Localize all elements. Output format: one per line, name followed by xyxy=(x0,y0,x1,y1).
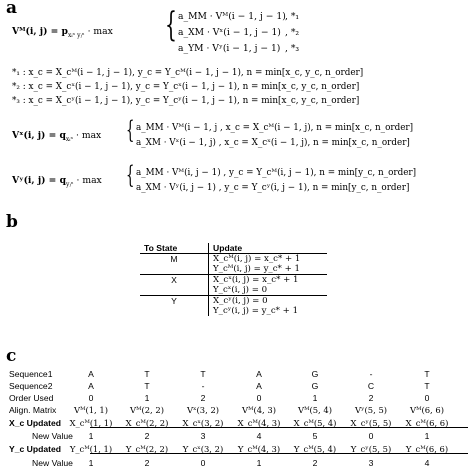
header-update: Update xyxy=(209,243,328,254)
vm-case-2: a_XM · Vˣ(i − 1, j − 1) xyxy=(178,27,281,38)
star-def-1: *₁ : x_c = X_cᴹ(i − 1, j − 1), y_c = Y_cᴹ(i − 1, j − 1), n = min[x_c, y_c, n_order] xyxy=(12,68,364,78)
yc-updated-cell: Y_cˣ(3, 2) xyxy=(182,444,224,454)
update-cell: X_cˣ(i, j) = x_c* + 1 xyxy=(209,275,328,286)
row-label-yc-new-value: New Value xyxy=(32,458,73,468)
seq2-cell: A xyxy=(88,381,94,391)
row-label-align-matrix: Align. Matrix xyxy=(9,405,57,415)
vm-lhs: Vᴹ(i, $j) = p_{xᵢ^n yⱼ^n} \cdot \max$ xyxy=(12,26,113,39)
update-cell: X_cʸ(i, j) = 0 xyxy=(209,296,328,307)
yc-new-value-cell: 3 xyxy=(368,458,374,468)
xc-updated-cell: X_cᴹ(5, 4) xyxy=(293,418,337,428)
state-cell: Y xyxy=(171,296,177,306)
order-cell: 2 xyxy=(200,393,206,403)
xc-updated-cell: X_cᴹ(4, 3) xyxy=(237,418,281,428)
align-matrix-cell: Vʸ(5, 5) xyxy=(354,405,388,415)
yc-new-value-cell: 4 xyxy=(424,458,430,468)
seq2-cell: C xyxy=(367,381,375,391)
order-cell: 1 xyxy=(312,393,318,403)
vm-brace: { xyxy=(165,5,177,45)
vy-case-1: a_MM · Vᴹ(i, j − 1) , y_c = Y_cᴹ(i, j − 1), n = min[y_c, n_order] xyxy=(136,168,417,178)
xc-new-value-cell: 4 xyxy=(256,431,262,441)
seq2-cell: A xyxy=(256,381,262,391)
yc-updated-cell: Y_cᴹ(2, 2) xyxy=(125,444,169,454)
seq2-cell: T xyxy=(144,381,150,391)
order-cell: 1 xyxy=(144,393,150,403)
seq1-cell: A xyxy=(88,369,94,379)
update-cell: Y_cᴹ(i, j) = y_c* + 1 xyxy=(209,264,328,275)
vm-case-1-tag: , *₁ xyxy=(285,11,300,22)
panel-label-b: b xyxy=(6,212,18,232)
seq1-cell: A xyxy=(256,369,262,379)
xc-new-value-cell: 0 xyxy=(368,431,374,441)
align-matrix-cell: Vᴹ(4, 3) xyxy=(242,405,276,415)
align-matrix-cell: Vᴹ(6, 6) xyxy=(410,405,444,415)
star-def-2: *₂ : x_c = X_cˣ(i − 1, j − 1), y_c = Y_cˣ(i − 1, j − 1), n = min[x_c, y_c, n_order] xyxy=(12,82,360,92)
vx-case-1: a_MM · Vᴹ(i − 1, j , x_c = X_cᴹ(i − 1, j), n = min[x_c, n_order] xyxy=(136,123,414,133)
update-cell: Y_cʸ(i, j) = y_c* + 1 xyxy=(209,306,328,316)
row-label-yc-updated: Y_c Updated xyxy=(9,444,62,454)
star-def-3: *₃ : x_c = X_cʸ(i − 1, j − 1), y_c = Y_cʸ(i − 1, j − 1), n = min[x_c, y_c, n_order] xyxy=(12,96,360,106)
update-cell: Y_cˣ(i, j) = 0 xyxy=(209,285,328,296)
vy-case-2: a_XM · Vʸ(i, j − 1) , y_c = Y_cʸ(i, j − 1), n = min[y_c, n_order] xyxy=(136,183,410,193)
order-cell: 0 xyxy=(256,393,262,403)
yc-new-value-cell: 0 xyxy=(200,458,206,468)
vx-case-2: a_XM · Vˣ(i − 1, j) , x_c = X_cˣ(i − 1, j), n = min[x_c, n_order] xyxy=(136,138,410,148)
xc-updated-cell: X_cʸ(5, 5) xyxy=(350,418,392,428)
xc-updated-cell: X_cᴹ(6, 6) xyxy=(405,418,449,428)
align-matrix-cell: Vˣ(3, 2) xyxy=(186,405,220,415)
xc-updated-cell: X_cˣ(3, 2) xyxy=(182,418,224,428)
panel-label-c: c xyxy=(6,346,17,366)
seq1-cell: G xyxy=(311,369,319,379)
seq1-cell: T xyxy=(144,369,150,379)
order-cell: 0 xyxy=(424,393,430,403)
vx-brace: { xyxy=(126,116,135,144)
seq1-cell: - xyxy=(369,369,373,379)
yc-updated-cell: Y_cᴹ(1, 1) xyxy=(69,444,113,454)
seq1-cell: T xyxy=(424,369,430,379)
yc-updated-cell: Y_cᴹ(5, 4) xyxy=(293,444,337,454)
row-label-sequence2: Sequence2 xyxy=(9,381,53,391)
panel-label-a: a xyxy=(6,0,18,18)
vy-lhs: Vʸ(i, $j) = q_{yⱼ^n} \cdot \max$ xyxy=(12,175,102,188)
yc-new-value-cell: 1 xyxy=(256,458,262,468)
seq2-cell: G xyxy=(311,381,319,391)
align-matrix-cell: Vᴹ(5, 4) xyxy=(298,405,332,415)
row-label-xc-updated: X_c Updated xyxy=(9,418,62,428)
vm-case-2-tag: , *₂ xyxy=(285,27,300,38)
xc-new-value-cell: 5 xyxy=(312,431,318,441)
yc-updated-cell: Y_cʸ(5, 5) xyxy=(350,444,392,454)
update-cell: X_cᴹ(i, j) = x_c* + 1 xyxy=(209,254,328,265)
vy-brace: { xyxy=(126,161,135,189)
seq2-cell: - xyxy=(201,381,205,391)
align-matrix-cell: Vᴹ(1, 1) xyxy=(74,405,108,415)
yc-new-value-cell: 2 xyxy=(144,458,150,468)
seq1-cell: T xyxy=(200,369,206,379)
xc-updated-cell: X_cᴹ(2, 2) xyxy=(125,418,169,428)
row-label-xc-new-value: New Value xyxy=(32,431,73,441)
xc-new-value-cell: 1 xyxy=(424,431,430,441)
yc-new-value-cell: 2 xyxy=(312,458,318,468)
yc-updated-cell: Y_cᴹ(6, 6) xyxy=(405,444,449,454)
vx-lhs: Vˣ(i, $j) = q_{xᵢ^n} \cdot \max$ xyxy=(12,130,102,143)
order-cell: 2 xyxy=(368,393,374,403)
order-cell: 0 xyxy=(88,393,94,403)
row-label-sequence1: Sequence1 xyxy=(9,369,53,379)
xc-new-value-cell: 2 xyxy=(144,431,150,441)
vm-case-1: a_MM · Vᴹ(i − 1, j − 1) xyxy=(178,11,286,22)
vm-case-3: a_YM · Vʸ(i − 1, j − 1) xyxy=(178,43,281,54)
vm-case-3-tag: , *₃ xyxy=(285,43,300,54)
align-matrix-cell: Vᴹ(2, 2) xyxy=(130,405,164,415)
state-cell: M xyxy=(170,254,178,264)
state-cell: X xyxy=(171,275,177,285)
row-label-order-used: Order Used xyxy=(9,393,54,403)
xc-new-value-cell: 1 xyxy=(88,431,94,441)
header-to-state: To State xyxy=(140,243,209,254)
yc-new-value-cell: 1 xyxy=(88,458,94,468)
xc-new-value-cell: 3 xyxy=(200,431,206,441)
xc-updated-cell: X_cᴹ(1, 1) xyxy=(69,418,113,428)
yc-updated-cell: Y_cᴹ(4, 3) xyxy=(237,444,281,454)
seq2-cell: T xyxy=(424,381,430,391)
